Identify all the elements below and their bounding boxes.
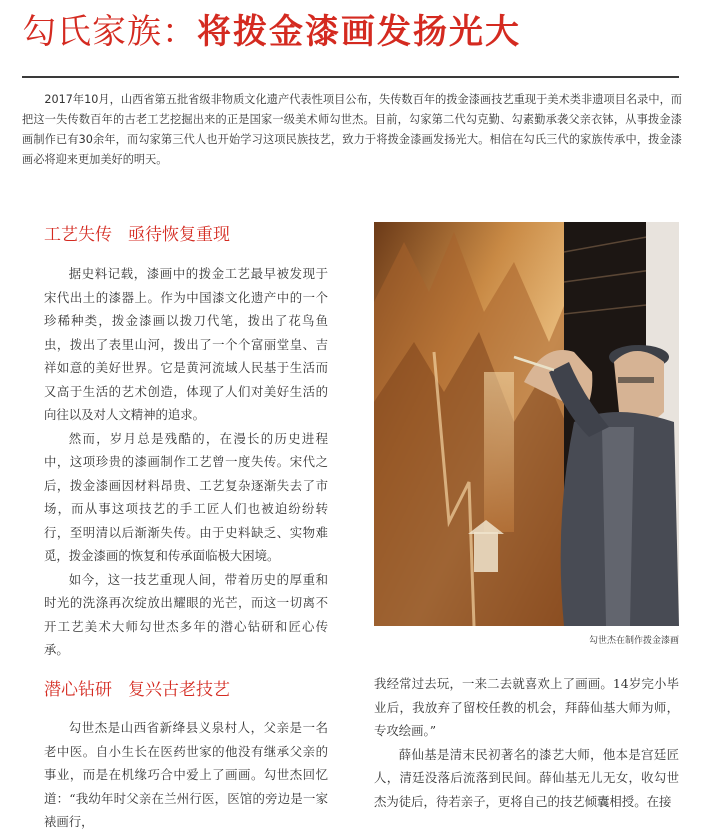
section1-heading-a: 工艺失传 [44, 225, 112, 245]
section2-paragraph: 我经常过去玩，一来二去就喜欢上了画画。14岁完小毕业后，我放弃了留校任教的机会，拜薛仙基大师为师，专攻绘画。” [374, 676, 679, 738]
artist-photo [374, 222, 679, 626]
section2-paragraph: 勾世杰是山西省新绛县义泉村人，父亲是一名老中医。自小生长在医药世家的他没有继承父亲的事业，而是在机缘巧合中爱上了画画。勾世杰回忆道：“我幼年时父亲在兰州行医，医馆的旁边是一家裱画行， [44, 720, 328, 829]
section2-heading-b: 复兴古老技艺 [128, 680, 230, 700]
section2-heading-a: 潜心钻研 [44, 680, 112, 700]
section2-body-right [374, 672, 679, 813]
section1-heading [44, 220, 230, 245]
intro-paragraph: 2017年10月，山西省第五批省级非物质文化遗产代表性项目公布，失传数百年的拨金漆画技艺重现于美术类非遗项目名录中，而把这一失传数百年的古老工艺挖掘出来的正是国家一级美术师勾世杰。目前，勾家第二代勾克勤、勾素勤承袭父亲衣钵，从事拨金漆画制作已有30余年，而勾家第三代人也开始学习这项民族技艺，致力于将拨金漆画发扬光大。相信在勾氏三代的家族传承中，拨金漆画必将迎来更加美好的明天。 [22, 93, 682, 166]
section2-body-left [44, 716, 328, 834]
title-divider [22, 76, 679, 78]
section1-paragraph: 如今，这一技艺重现人间，带着历史的厚重和时光的洗涤再次绽放出耀眼的光芒，而这一切离不开工艺美术大师勾世杰多年的潜心钻研和匠心传承。 [44, 571, 328, 657]
section1-paragraph: 然而，岁月总是残酷的，在漫长的历史进程中，这项珍贵的漆画制作工艺曾一度失传。宋代之后，拨金漆画因材料昂贵、工艺复杂逐渐失去了市场，而从事这项技艺的手工匠人们也被迫纷纷转行，至明清以后渐渐失传。由于史料缺乏、实物难觅，拨金漆画的恢复和传承面临极大困境。 [44, 430, 328, 563]
title-family-name: 勾氏家族： [22, 12, 197, 52]
artist-painting-illustration [374, 222, 679, 626]
photo-caption: 勾世杰在制作拨金漆画 [588, 636, 679, 646]
section1-body [44, 262, 328, 662]
section2-heading [44, 675, 230, 700]
section1-heading-b: 亟待恢复重现 [128, 225, 230, 245]
title-main: 将拨金漆画发扬光大 [197, 12, 521, 52]
article-title [22, 4, 521, 60]
section2-paragraph: 薛仙基是清末民初著名的漆艺大师，他本是宫廷匠人，清廷没落后流落到民间。薛仙基无儿无女，收勾世杰为徒后，待若亲子，更将自己的技艺倾囊相授。在接 [374, 746, 679, 809]
section1-paragraph: 据史料记载，漆画中的拨金工艺最早被发现于宋代出土的漆器上。作为中国漆文化遗产中的一个珍稀种类，拨金漆画以拨刀代笔，拨出了花鸟鱼虫，拨出了表里山河，拨出了一个个富丽堂皇、吉祥如意的美好世界。它是黄河流域人民基于生活而又高于生活的艺术创造，体现了人们对美好生活的向往以及对人文精神的追求。 [44, 266, 328, 422]
